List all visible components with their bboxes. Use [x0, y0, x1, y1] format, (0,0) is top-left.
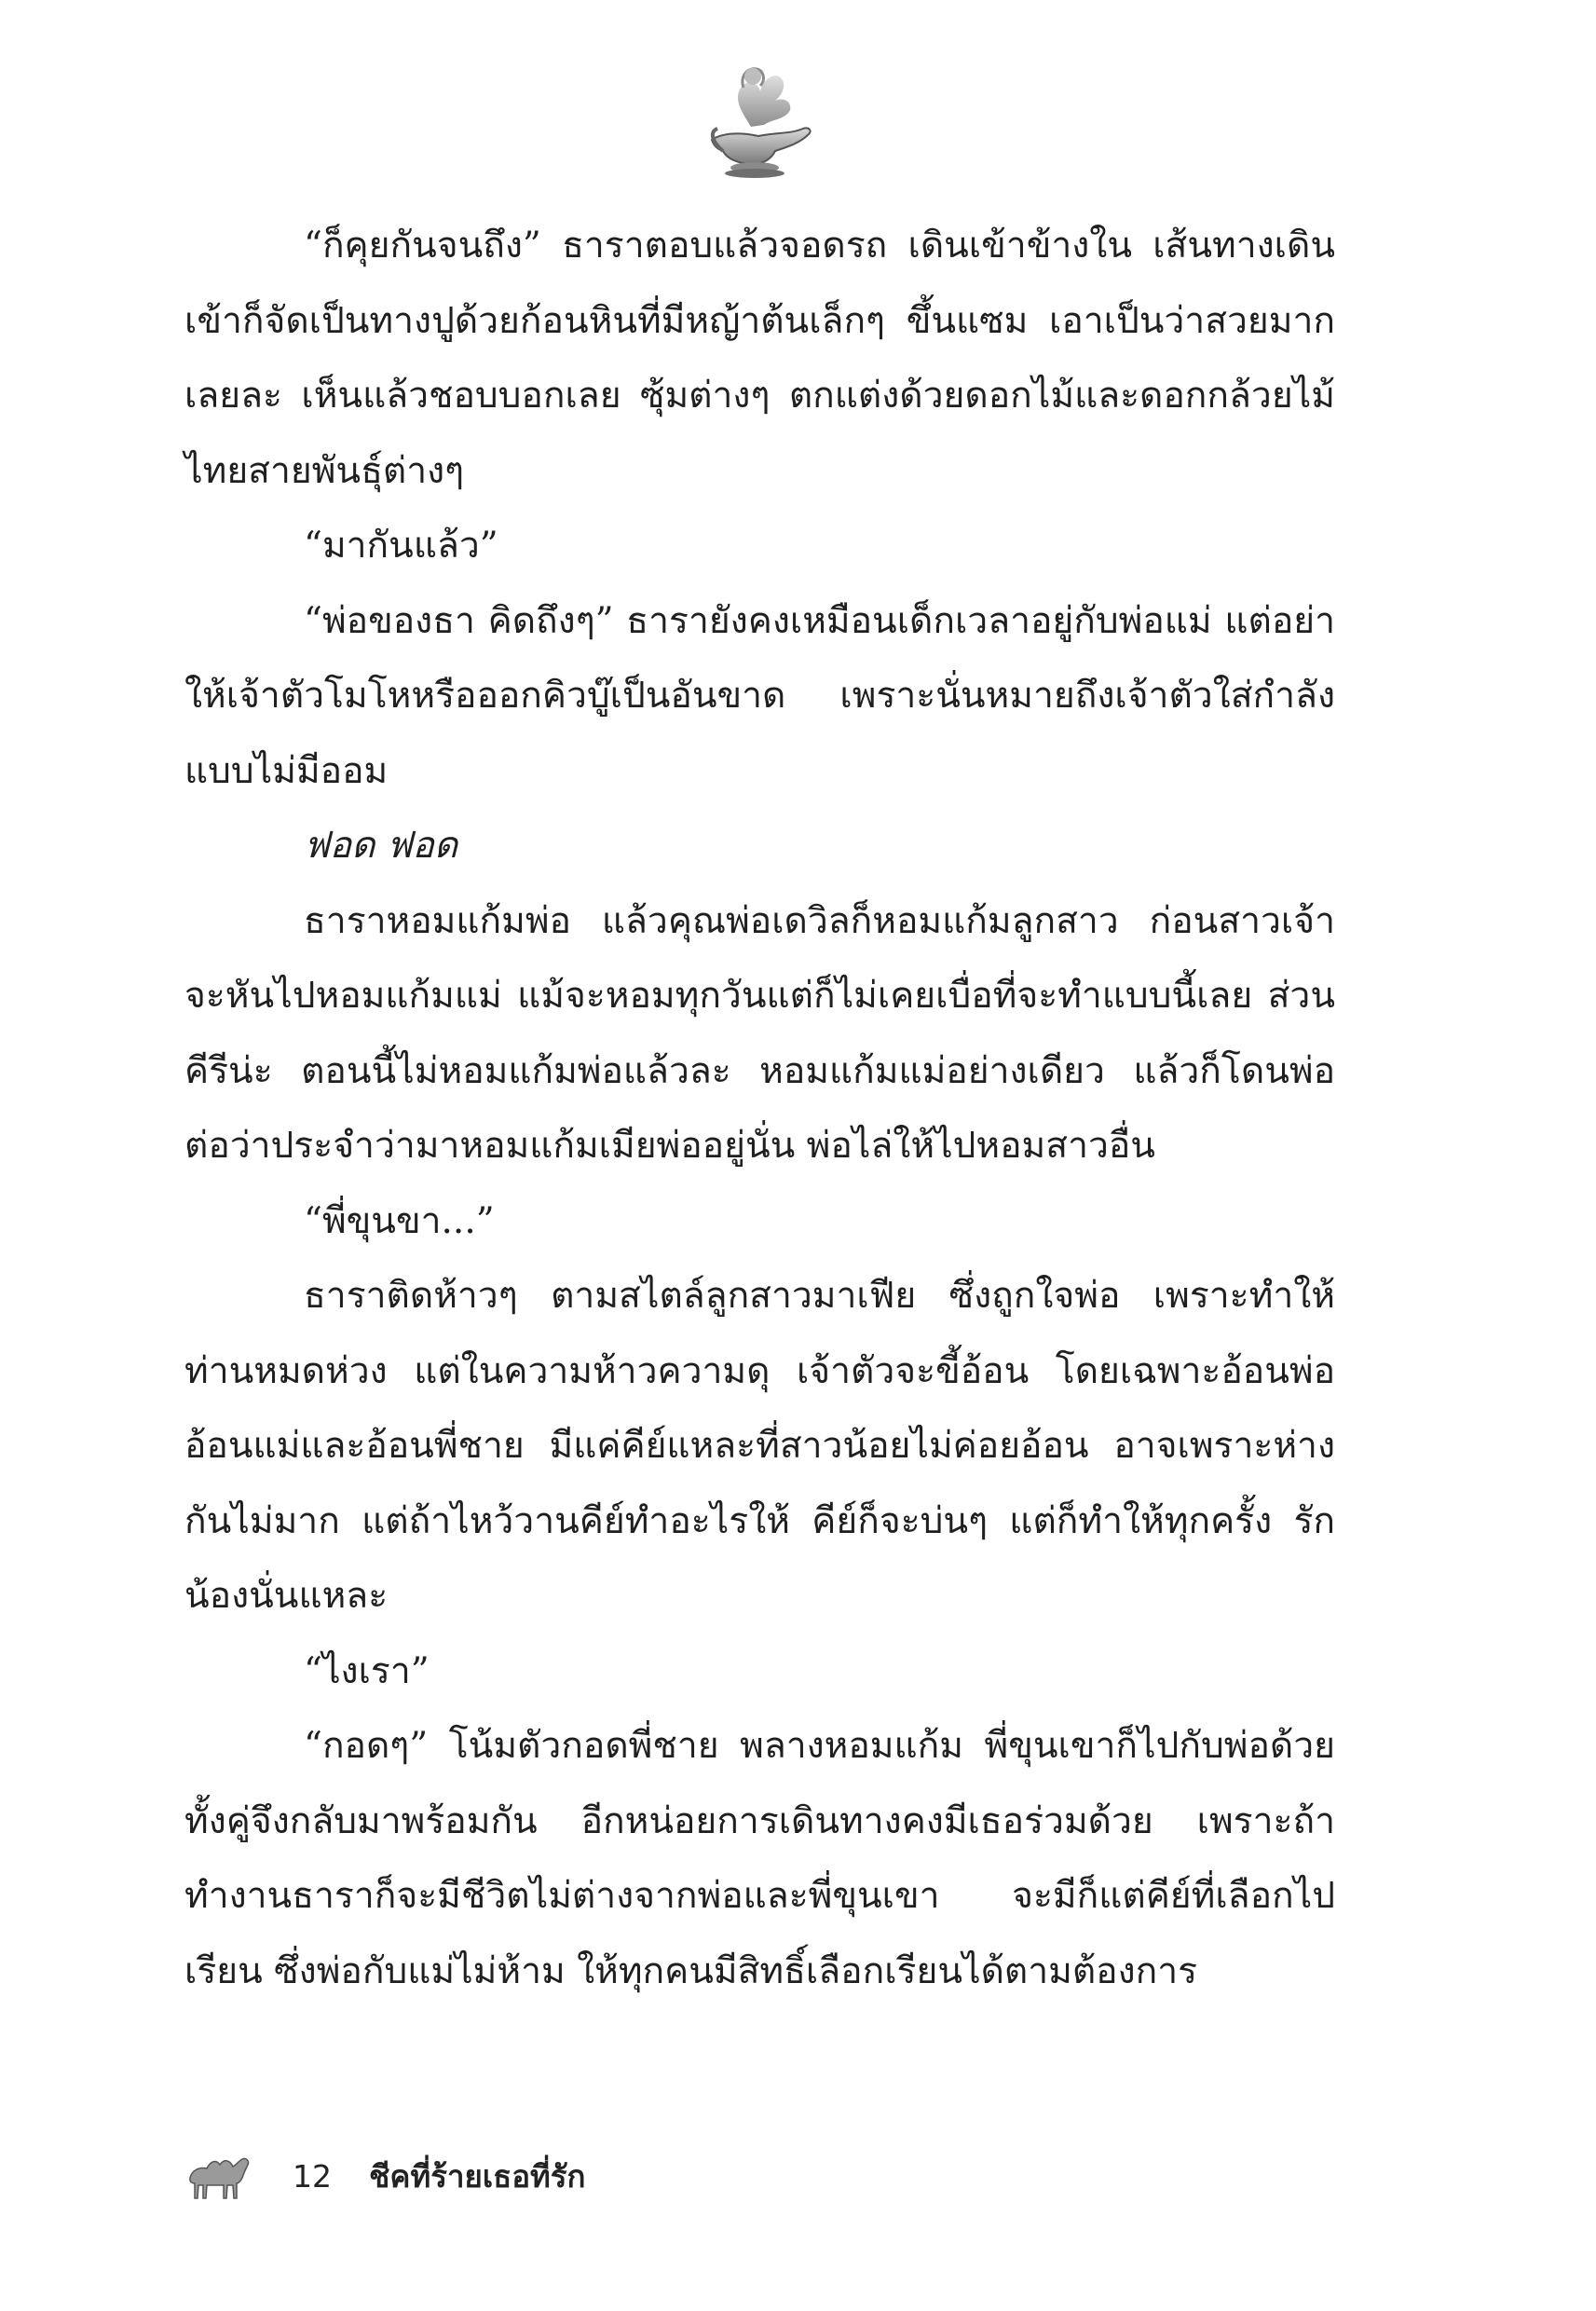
paragraph-sound-effect: ฟอด ฟอด — [304, 825, 458, 867]
paragraph: “พี่ขุนขา...” — [304, 1199, 495, 1242]
paragraph: “ก็คุยกันจนถึง” ธาราตอบแล้วจอดรถ เดินเข้าข้างใน เส้นทางเดินเข้าก็จัดเป็นทางปูด้วยก้อนหินที่มีหญ้าต้นเล็กๆ ขึ้นแซม เอาเป็นว่าสวยมากเลยละ เห็นแล้วชอบบอกเลย ซุ้มต่างๆ ตกแต่งด้วยดอกไม้และดอกกล้วยไม้ไทยสายพันธุ์ต่างๆ — [184, 225, 1335, 492]
body-text — [184, 209, 1335, 2009]
paragraph: ธาราติดห้าวๆ ตามสไตล์ลูกสาวมาเฟีย ซึ่งถูกใจพ่อ เพราะทำให้ท่านหมดห่วง แต่ในความห้าวความดุ เจ้าตัวจะขี้อ้อน โดยเฉพาะอ้อนพ่ออ้อนแม่และอ้อนพี่ชาย มีแค่คีย์แหละที่สาวน้อยไม่ค่อยอ้อน อาจเพราะห่างกันไม่มาก แต่ถ้าไหว้วานคีย์ทำอะไรให้ คีย์ก็จะบ่นๆ แต่ก็ทำให้ทุกครั้ง รักน้องนั่นแหละ — [184, 1275, 1335, 1617]
genie-lamp-icon — [686, 54, 825, 185]
camel-icon — [184, 2150, 252, 2202]
book-title: ชีคที่ร้ายเธอที่รัก — [369, 2157, 586, 2195]
paragraph: “กอดๆ” โน้มตัวกอดพี่ชาย พลางหอมแก้ม พี่ขุนเขาก็ไปกับพ่อด้วย ทั้งคู่จึงกลับมาพร้อมกัน อีกหน่อยการเดินทางคงมีเธอร่วมด้วย เพราะถ้าทำงานธาราก็จะมีชีวิตไม่ต่างจากพ่อและพี่ขุนเขา จะมีก็แต่คีย์ที่เลือกไปเรียน ซึ่งพ่อกับแม่ไม่ห้าม ให้ทุกคนมีสิทธิ์เลือกเรียนได้ตามต้องการ — [184, 1725, 1335, 1992]
page-number: 12 — [293, 2157, 332, 2195]
page-footer — [184, 2143, 586, 2208]
paragraph: “พ่อของธา คิดถึงๆ” ธารายังคงเหมือนเด็กเวลาอยู่กับพ่อแม่ แต่อย่าให้เจ้าตัวโมโหหรือออกคิวบู๊เป็นอันขาด เพราะนั่นหมายถึงเจ้าตัวใส่กำลังแบบไม่มีออม — [184, 599, 1335, 792]
paragraph: ธาราหอมแก้มพ่อ แล้วคุณพ่อเดวิลก็หอมแก้มลูกสาว ก่อนสาวเจ้าจะหันไปหอมแก้มแม่ แม้จะหอมทุกวันแต่ก็ไม่เคยเบื่อที่จะทำแบบนี้เลย ส่วนคีรีน่ะ ตอนนี้ไม่หอมแก้มพ่อแล้วละ หอมแก้มแม่อย่างเดียว แล้วก็โดนพ่อต่อว่าประจำว่ามาหอมแก้มเมียพ่ออยู่นั่น พ่อไล่ให้ไปหอมสาวอื่น — [184, 899, 1335, 1167]
paragraph: “ไงเรา” — [304, 1649, 430, 1692]
paragraph: “มากันแล้ว” — [304, 525, 498, 567]
